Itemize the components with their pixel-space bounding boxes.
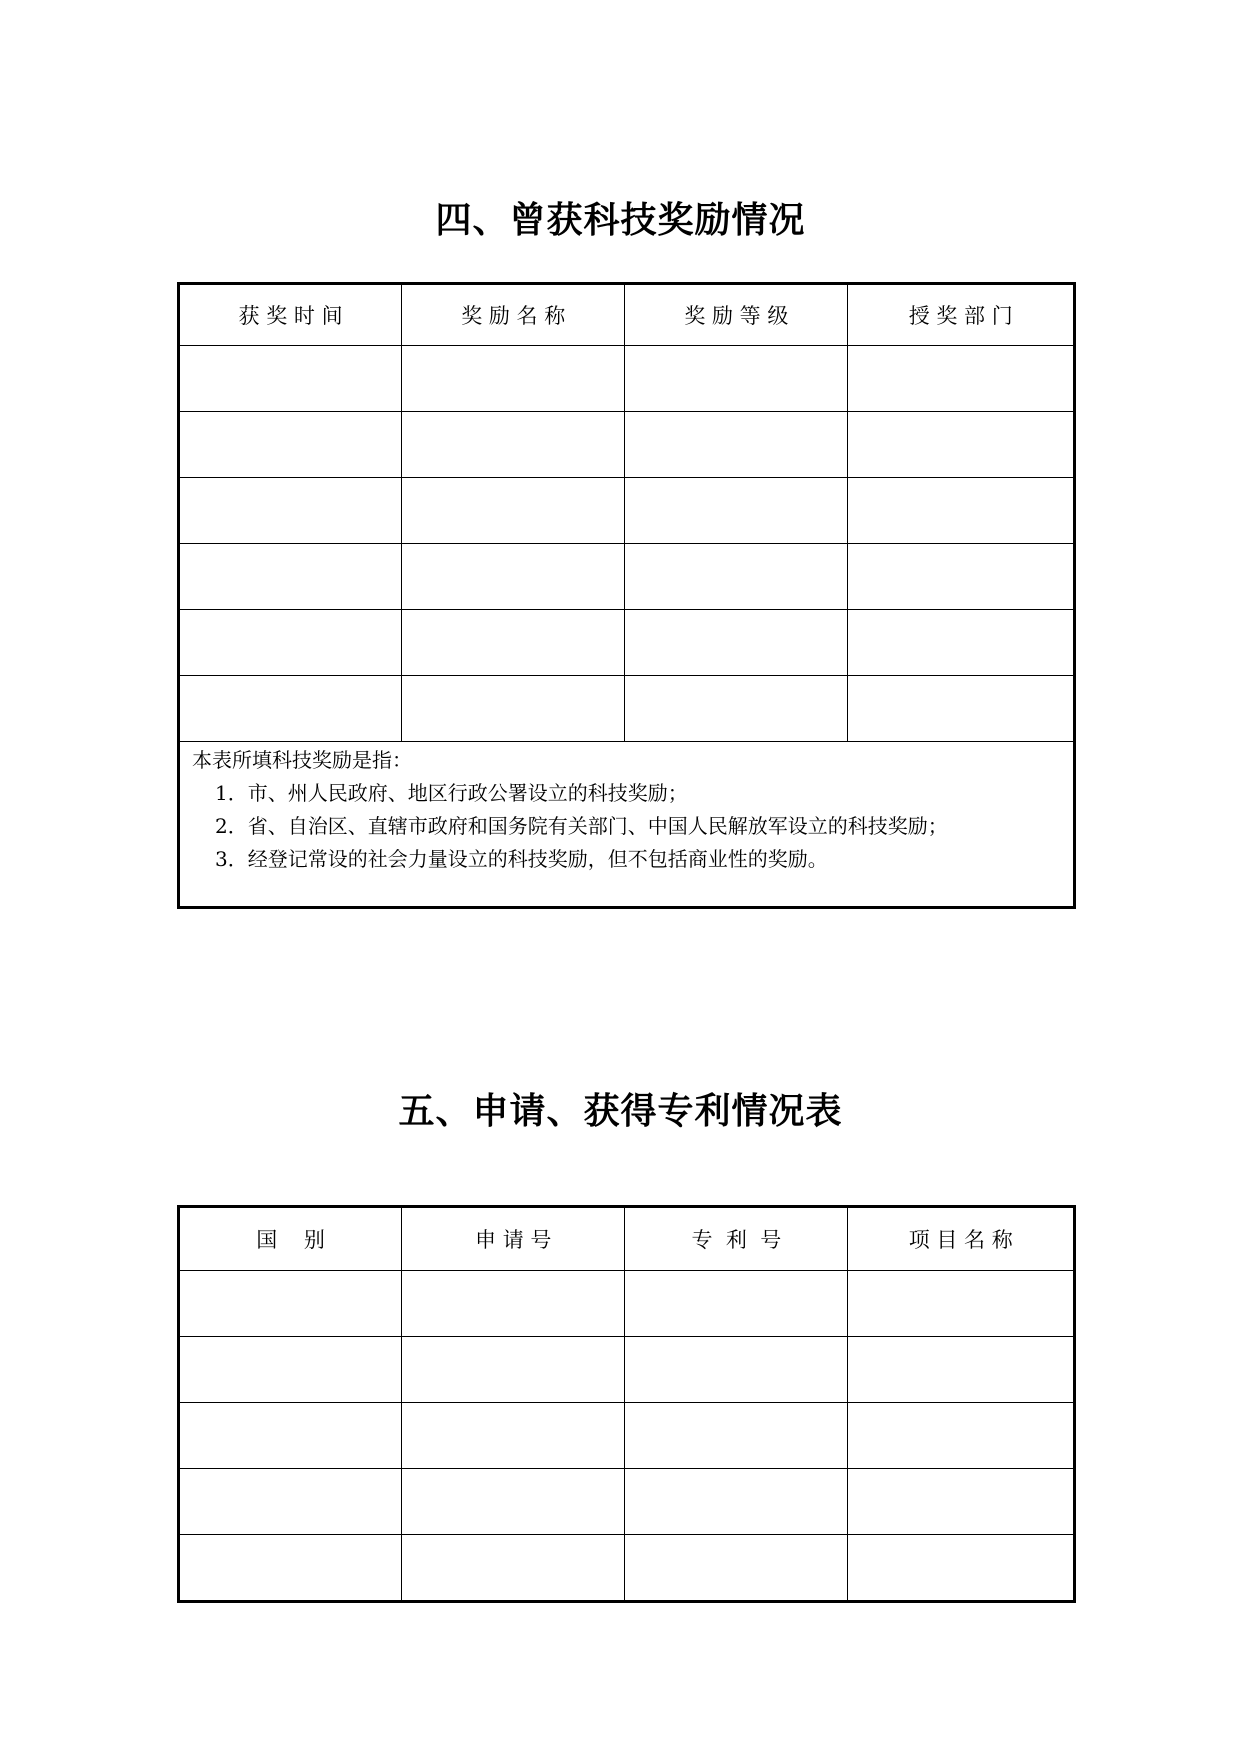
note-item-3: 3．经登记常设的社会力量设立的科技奖励，但不包括商业性的奖励。 <box>215 847 828 871</box>
awards-note <box>179 742 1075 908</box>
table-cell[interactable] <box>625 610 848 676</box>
note-item-1: 1．市、州人民政府、地区行政公署设立的科技奖励； <box>215 781 688 805</box>
table-cell[interactable] <box>402 544 625 610</box>
table-cell[interactable] <box>402 478 625 544</box>
table-cell[interactable] <box>625 346 848 412</box>
table-cell[interactable] <box>402 1403 625 1469</box>
table-cell[interactable] <box>402 1271 625 1337</box>
table-cell[interactable] <box>848 1403 1075 1469</box>
table-row <box>179 1337 1075 1403</box>
table-cell[interactable] <box>179 1403 402 1469</box>
table-cell[interactable] <box>848 1337 1075 1403</box>
header-award-time: 获 奖 时 间 <box>179 284 402 346</box>
table-cell[interactable] <box>625 412 848 478</box>
table-cell[interactable] <box>848 1271 1075 1337</box>
table-row <box>179 676 1075 742</box>
table-row <box>179 1535 1075 1602</box>
table-cell[interactable] <box>402 676 625 742</box>
table-row <box>179 1403 1075 1469</box>
awards-header-row <box>179 284 1075 346</box>
table-cell[interactable] <box>179 1535 402 1602</box>
table-cell[interactable] <box>625 1337 848 1403</box>
note-intro: 本表所填科技奖励是指： <box>192 748 412 772</box>
table-cell[interactable] <box>179 478 402 544</box>
table-cell[interactable] <box>402 346 625 412</box>
awards-table <box>177 282 1076 909</box>
table-cell[interactable] <box>402 1469 625 1535</box>
patents-header-row <box>179 1207 1075 1271</box>
table-cell[interactable] <box>625 1271 848 1337</box>
table-cell[interactable] <box>848 1469 1075 1535</box>
table-cell[interactable] <box>402 1535 625 1602</box>
header-awarding-dept: 授 奖 部 门 <box>848 284 1075 346</box>
table-cell[interactable] <box>179 346 402 412</box>
table-row <box>179 412 1075 478</box>
table-cell[interactable] <box>179 1271 402 1337</box>
table-cell[interactable] <box>625 1403 848 1469</box>
table-cell[interactable] <box>179 1469 402 1535</box>
header-award-level: 奖 励 等 级 <box>625 284 848 346</box>
table-cell[interactable] <box>625 1535 848 1602</box>
table-row <box>179 1469 1075 1535</box>
table-cell[interactable] <box>625 1469 848 1535</box>
table-cell[interactable] <box>179 544 402 610</box>
table-cell[interactable] <box>848 676 1075 742</box>
section5-title: 五、申请、获得专利情况表 <box>398 1091 843 1132</box>
table-cell[interactable] <box>848 412 1075 478</box>
table-cell[interactable] <box>625 544 848 610</box>
table-row <box>179 610 1075 676</box>
table-cell[interactable] <box>848 610 1075 676</box>
table-cell[interactable] <box>848 478 1075 544</box>
table-cell[interactable] <box>848 346 1075 412</box>
table-cell[interactable] <box>179 412 402 478</box>
table-cell[interactable] <box>402 412 625 478</box>
table-row <box>179 478 1075 544</box>
header-application-no: 申 请 号 <box>402 1207 625 1271</box>
table-row <box>179 544 1075 610</box>
section4-title: 四、曾获科技奖励情况 <box>435 200 806 241</box>
table-row <box>179 1271 1075 1337</box>
table-row <box>179 346 1075 412</box>
note-item-2: 2．省、自治区、直辖市政府和国务院有关部门、中国人民解放军设立的科技奖励； <box>215 814 948 838</box>
table-cell[interactable] <box>402 610 625 676</box>
patents-table <box>177 1205 1076 1603</box>
header-country: 国 别 <box>179 1207 402 1271</box>
header-award-name: 奖 励 名 称 <box>402 284 625 346</box>
table-cell[interactable] <box>179 676 402 742</box>
header-patent-no: 专 利 号 <box>625 1207 848 1271</box>
awards-note-row <box>179 742 1075 908</box>
header-project-name: 项 目 名 称 <box>848 1207 1075 1271</box>
table-cell[interactable] <box>625 478 848 544</box>
table-cell[interactable] <box>402 1337 625 1403</box>
table-cell[interactable] <box>625 676 848 742</box>
table-cell[interactable] <box>848 544 1075 610</box>
table-cell[interactable] <box>179 1337 402 1403</box>
table-cell[interactable] <box>848 1535 1075 1602</box>
table-cell[interactable] <box>179 610 402 676</box>
